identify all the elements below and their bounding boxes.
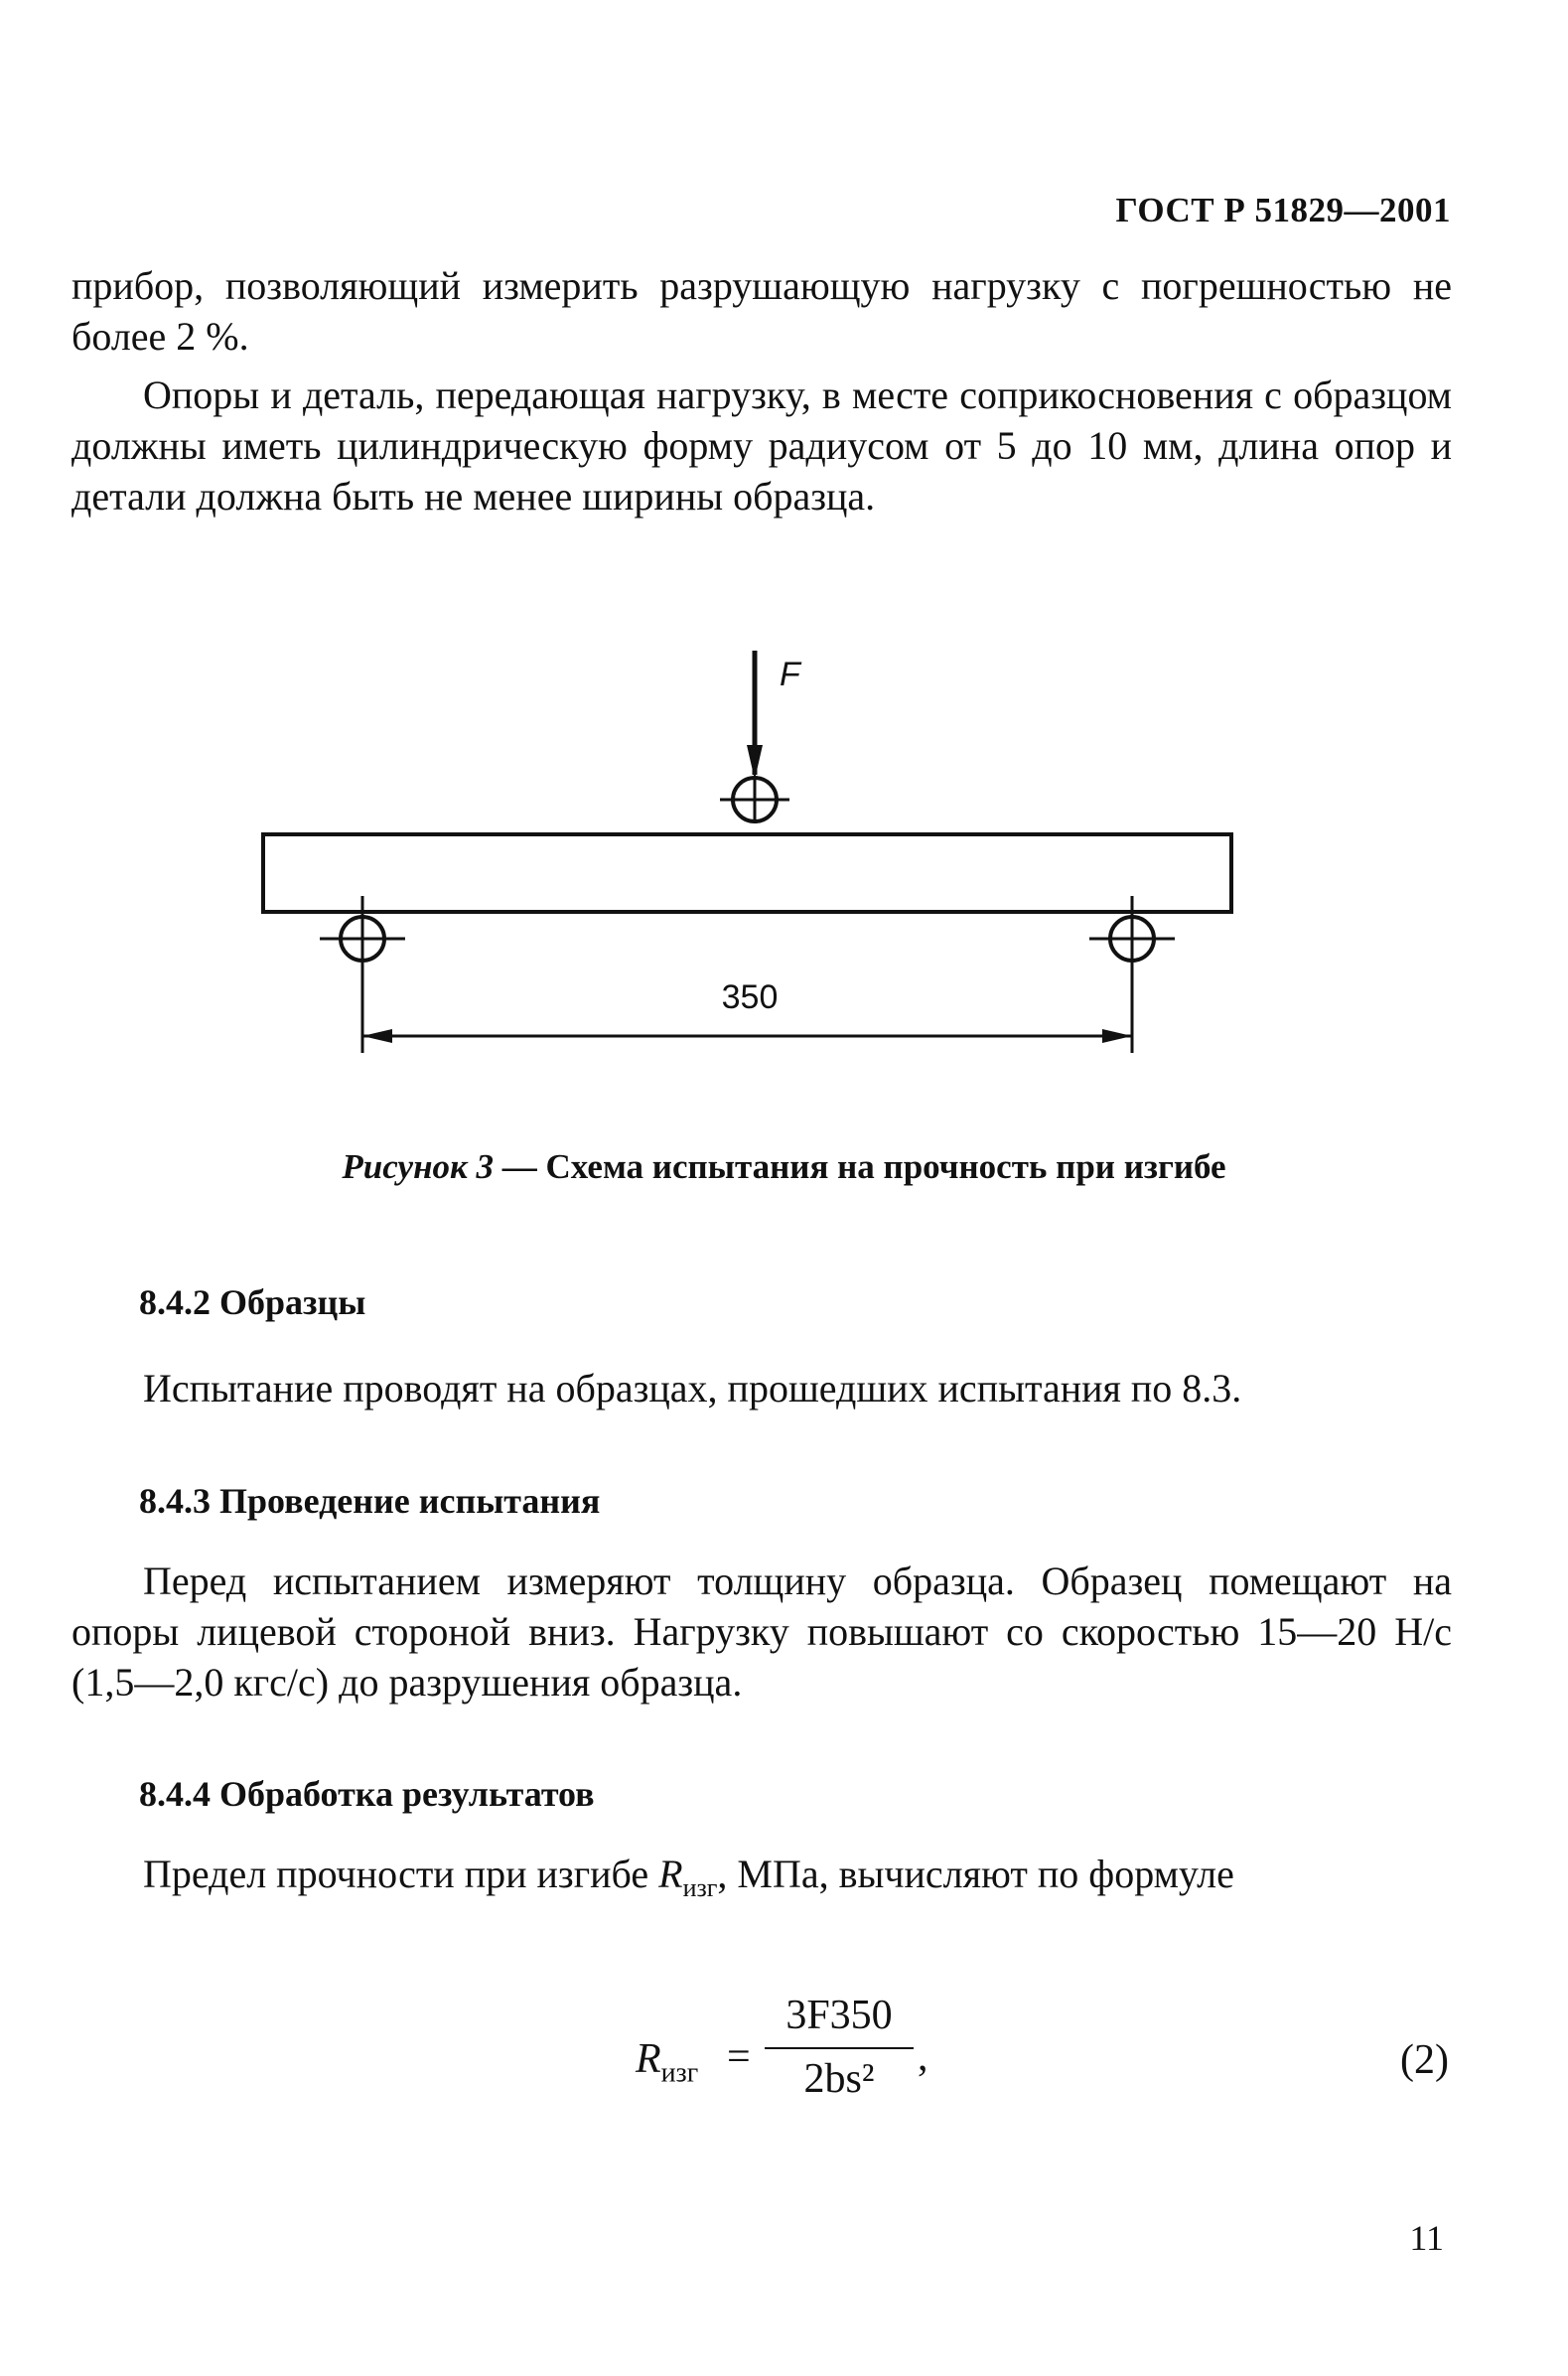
page-number: 11 <box>1409 2218 1444 2258</box>
caption-prefix: Рисунок 3 <box>342 1147 495 1186</box>
section-body-8-4-2: Испытание проводят на образцах, прошедших испытания по 8.3. <box>143 1366 1242 1411</box>
standard-number-header: ГОСТ Р 51829—2001 <box>1115 191 1451 229</box>
force-arrow-head <box>747 745 763 780</box>
formula-comma: , <box>918 2034 928 2080</box>
span-label: 350 <box>721 978 779 1016</box>
caption-text: — Схема испытания на прочность при изгибе <box>494 1147 1226 1186</box>
diagram-svg <box>238 636 1251 1073</box>
bending-strength-formula <box>636 1992 933 2111</box>
strength-symbol-sub: изг <box>682 1873 718 1902</box>
formula-numerator: 3F350 <box>785 1993 893 2038</box>
paragraph-device: прибор, позволяющий измерить разрушающую нагрузку с погрешностью не более 2 %. <box>71 263 1452 359</box>
equation-number: (2) <box>1400 2037 1449 2083</box>
section-heading-8-4-3: 8.4.3 Проведение испытания <box>139 1481 601 1521</box>
formula-fraction-bar <box>765 2047 914 2049</box>
bending-test-diagram <box>238 636 1251 1073</box>
specimen-beam <box>263 834 1231 912</box>
strength-symbol: R <box>658 1852 683 1896</box>
body-text-before: Предел прочности при изгибе <box>143 1852 659 1896</box>
span-arrow-right <box>1102 1029 1132 1043</box>
body-text-after: , МПа, вычисляют по формуле <box>717 1852 1234 1896</box>
formula-equals: = <box>727 2034 751 2080</box>
span-arrow-left <box>362 1029 392 1043</box>
figure-caption <box>0 1147 1568 1187</box>
formula-denominator: 2bs² <box>803 2056 875 2102</box>
force-label: F <box>780 656 800 693</box>
section-heading-8-4-4: 8.4.4 Обработка результатов <box>139 1774 595 1814</box>
paragraph-supports: Опоры и деталь, передающая нагрузку, в месте соприкосновения с образцом должны иметь цилиндрическую форму радиусом от 5 до 10 мм, длина опор и детали должна быть не менее ширины образца. <box>71 372 1452 519</box>
section-heading-8-4-2: 8.4.2 Образцы <box>139 1282 366 1322</box>
section-body-8-4-3: Перед испытанием измеряют толщину образца. Образец помещают на опоры лицевой стороной вниз. Нагрузку повышают со скоростью 15—20 Н/с (1,5—2,0 кгс/с) до разрушения образца. <box>71 1559 1452 1705</box>
section-body-8-4-4 <box>71 1849 1452 1913</box>
formula-lhs: $R_{изг}$ <box>636 2036 699 2089</box>
